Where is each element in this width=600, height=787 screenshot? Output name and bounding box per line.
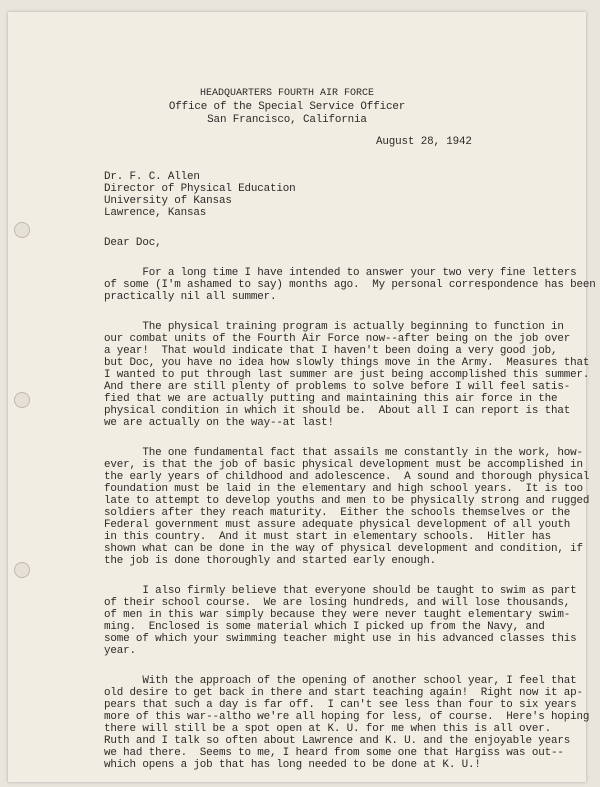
body-line: in this country. And it must start in elementary schools. Hitler has — [104, 531, 551, 543]
body-line: there will still be a spot open at K. U. for me when this is all over. — [104, 723, 551, 735]
salutation: Dear Doc, — [104, 237, 162, 249]
body-line: our combat units of the Fourth Air Force now--after being on the job over — [104, 333, 571, 345]
body-line: the job is done thoroughly and started early enough. — [104, 555, 437, 567]
body-line: but Doc, you have no idea how slowly things move in the Army. Measures that — [104, 357, 590, 369]
body-line: I also firmly believe that everyone should be taught to swim as part — [104, 585, 577, 597]
body-line: old desire to get back in there and start teaching again! Right now it ap- — [104, 687, 583, 699]
body-line: of men in this war simply because they were never taught elementary swim- — [104, 609, 571, 621]
body-line: the early years of childhood and adolescence. A sound and thorough physical — [104, 471, 590, 483]
body-line: For a long time I have intended to answer your two very fine letters — [104, 267, 577, 279]
body-line: of some (I'm ashamed to say) months ago. My personal correspondence has been — [104, 279, 596, 291]
recipient-line: Lawrence, Kansas — [104, 207, 207, 219]
body-line: year. — [104, 645, 136, 657]
letter-date: August 28, 1942 — [376, 136, 472, 148]
body-line: physical condition in which it should be. About all I can report is that — [104, 405, 571, 417]
letterhead-city: San Francisco, California — [207, 114, 367, 126]
body-line: ming. Enclosed is some material which I picked up from the Navy, and — [104, 621, 545, 633]
body-line: pears that such a day is far off. I can't see less than four to six years — [104, 699, 577, 711]
body-line: Federal government must assure adequate physical development of all youth — [104, 519, 571, 531]
body-line: ever, is that the job of basic physical development must be accomplished in — [104, 459, 583, 471]
body-line: some of which your swimming teacher might use in his advanced classes this — [104, 633, 577, 645]
body-line: which opens a job that has long needed to be done at K. U.! — [104, 759, 481, 771]
body-line: I wanted to put through last summer are just being accomplished this summer. — [104, 369, 590, 381]
punch-hole-top — [14, 222, 30, 238]
body-line: we are actually on the way--at last! — [104, 417, 334, 429]
letterhead-org: HEADQUARTERS FOURTH AIR FORCE — [199, 88, 375, 99]
body-line: shown what can be done in the way of physical development and condition, if — [104, 543, 583, 555]
body-line: we had there. Seems to me, I heard from some one that Hargiss was out-- — [104, 747, 564, 759]
punch-hole-middle — [14, 392, 30, 408]
body-line: a year! That would indicate that I haven't been doing a very good job, — [104, 345, 558, 357]
body-line: more of this war--altho we're all hoping for less, of course. Here's hoping — [104, 711, 590, 723]
body-line: practically nil all summer. — [104, 291, 277, 303]
body-line: fied that we are actually putting and maintaining this air force in the — [104, 393, 558, 405]
letter-page — [8, 12, 596, 782]
body-line: late to attempt to develop youths and men to be physically strong and rugged — [104, 495, 590, 507]
punch-hole-bottom — [14, 562, 30, 578]
body-line: Ruth and I talk so often about Lawrence and K. U. and the enjoyable years — [104, 735, 571, 747]
body-line: of their school course. We are losing hundreds, and will lose thousands, — [104, 597, 571, 609]
body-line: foundation must be laid in the elementary and high school years. It is too — [104, 483, 583, 495]
recipient-line: University of Kansas — [104, 195, 232, 207]
letterhead-office: Office of the Special Service Officer — [168, 101, 406, 113]
recipient-line: Dr. F. C. Allen — [104, 171, 200, 183]
body-line: With the approach of the opening of another school year, I feel that — [104, 675, 577, 687]
body-line: The physical training program is actually beginning to function in — [104, 321, 564, 333]
body-line: And there are still plenty of problems to solve before I will feel satis- — [104, 381, 571, 393]
recipient-line: Director of Physical Education — [104, 183, 296, 195]
body-line: soldiers after they reach maturity. Either the schools themselves or the — [104, 507, 571, 519]
body-line: The one fundamental fact that assails me constantly in the work, how- — [104, 447, 583, 459]
